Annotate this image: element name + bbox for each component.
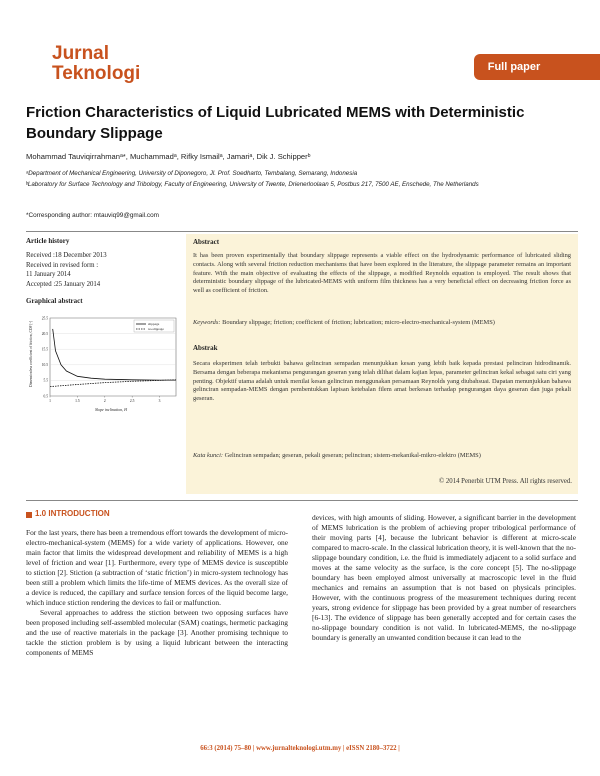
keywords <box>193 319 571 328</box>
journal-logo <box>52 44 140 84</box>
right-column <box>312 513 576 643</box>
legend-label: slippage <box>148 322 160 327</box>
keywords-label: Keywords: <box>193 319 221 326</box>
received-date: Received :18 December 2013 <box>26 252 107 259</box>
kata-kunci-text: Gelinciran sempadan; geseran, pekali geseran; pelinciran; sistem-mekanikal-mikro-elektro (MEMS) <box>223 452 481 459</box>
graphical-abstract-heading: Graphical abstract <box>26 297 83 305</box>
copyright: © 2014 Penerbit UTM Press. All rights reserved. <box>439 478 572 485</box>
revised-date: 11 January 2014 <box>26 271 71 278</box>
abstract-text: It has been proven experimentally that boundary slippage represents a viable effect on the hydrodynamic performance of lubricated sliding contacts. Along with several friction reduction mechanisms that have been explored in the literature, the slippage parameter remains an important feature. With the main objective of evaluating the effects of the slippage, a modified Reynolds equation is employed. The result shows that deterministic boundary slippage of the lubricated-MEMS with uniform film thickness has a very beneficial effect on decreasing friction force as well as coefficient of friction. <box>193 252 571 295</box>
abstract-rule <box>26 500 578 501</box>
kata-kunci-label: Kata kunci: <box>193 452 223 459</box>
page-footer: 66:3 (2014) 75–80 | www.jurnalteknologi.utm.my | eISSN 2180–3722 | <box>200 745 400 752</box>
x-tick-label: 3 <box>158 399 161 403</box>
article-history <box>26 251 176 289</box>
legend-label: no-slippage <box>148 327 164 332</box>
journal-name-line2: Teknologi <box>52 63 141 84</box>
y-tick-label: 5.5 <box>43 378 48 383</box>
kata-kunci <box>193 452 571 461</box>
section-marker <box>26 512 32 518</box>
graphical-abstract-chart <box>26 310 182 414</box>
abstract-heading: Abstract <box>193 238 220 246</box>
y-tick-label: 0.5 <box>43 394 48 399</box>
revised-label: Received in revised form : <box>26 261 99 269</box>
y-tick-label: 20.5 <box>41 331 48 336</box>
intro-paragraph-1: For the last years, there has been a tremendous effort towards the development of micro-electro-mechanical-system (MEMS) for a wide variety of applications. However, one main factor that limits the widespread development and reliability of MEMS is a high level of friction and wear [1]. Furthermore, every type of MEMS device is susceptible to stiction [2]. Stiction (a subtraction of ‘static friction’) in micro-system technology has been still a problem which limits the life-time of MEMS devices. As the overall size of a device is reduced, the capillary and surface tension forces of the liquid become large, which induce stiction rendering the devices to fail or malfunction. <box>26 528 288 607</box>
full-paper-badge: Full paper <box>474 54 554 80</box>
intro-paragraph-3: devices, with high amounts of sliding. However, a significant barrier in the development of MEMS lubrication is the problem of achieving proper tribological performance of their moving parts [4], because the lubricant behavior is different at micro-scale compared to macro-scale. In the classical lubrication theory, it is well-known that the no-slippage boundary condition, i.e. the fluid is immediately adjacent to a solid surface and moves at the same velocity as the surface, is the core concept [5]. The no-slippage boundary has been employed almost universally at macroscopic level in the fluid mechanics and remains an assumption that is not based on physicals principles. However, with the continuous progress of the measurement techniques during recent years, strong evidence for slippage has been provided by a great number of researchers [6-13]. The evidence of slippage has been generally accepted and for certain cases the no-slippage boundary condition is not valid. In lubricated-MEMS, the no-slippage boundary is generally an unwanted condition because it can lead to the <box>312 513 576 642</box>
x-tick-label: 2.5 <box>129 399 135 403</box>
abstrak-text: Secara eksperimen telah terbukti bahawa gelinciran sempadan menunjukkan kesan yang lebih baik kepada prestasi pelinciran hidrodinamik. Bersama dengan beberapa mekanisma pengurangan geseran yang telah dilihat dalam kajian lepas, parameter gelinciran kekal sebagai satu ciri yang penting. Objektif utama adalah untuk menilai kesan gelinciran menggunakan persamaan Reynolds yang diubahsuai. Dapatan menunjukkan bahawa gelinciran sempadan-MEMS dengan pembentukkan lapisan ketebalan filem amat berkesan terhadap pengurangan daya geseran dan juga pekali geseran. <box>193 360 571 403</box>
author-list: Mohammad Tauviqirrahmanᵃ*, Muchammadᵃ, Rifky Ismailᵃ, Jamariᵃ, Dik J. Schipperᵇ <box>26 152 311 161</box>
y-tick-label: 25.5 <box>41 316 48 321</box>
y-tick-label: 15.5 <box>41 347 48 352</box>
header-rule <box>26 231 578 232</box>
corresponding-author: *Corresponding author: mtauviq99@gmail.com <box>26 212 159 219</box>
intro-paragraph-2: Several approaches to address the stiction between two opposing surfaces have been proposed including self-assembled molecular (SAM) coatings, hermetic packaging and the use of reactive materials in the package [3]. Another promising technique to tackle the stiction problem is by using a liquid lubricant between the interacting components of MEMS <box>26 608 288 657</box>
paper-title: Friction Characteristics of Liquid Lubricated MEMS with Deterministic Boundary Slippage <box>26 104 525 142</box>
y-tick-label: 10.5 <box>41 363 48 368</box>
accepted-date: Accepted :25 January 2014 <box>26 280 101 288</box>
journal-name-line1: Jurnal <box>52 43 110 64</box>
left-column <box>26 528 288 658</box>
x-tick-label: 2 <box>103 399 106 403</box>
x-tick-label: 1 <box>49 399 51 403</box>
abstrak-heading: Abstrak <box>193 344 218 352</box>
section-heading: 1.0 INTRODUCTION <box>35 509 110 518</box>
keywords-text: Boundary slippage; friction; coefficient of friction; lubrication; micro-electro-mechanical-system (MEMS) <box>220 319 495 326</box>
x-tick-label: 1.5 <box>75 399 80 403</box>
x-axis-label: Slope inclination, H <box>94 407 128 412</box>
affiliation-a: ᵃDepartment of Mechanical Engineering, University of Diponegoro, Jl. Prof. Soedharto, Tembalang, Semarang, Indonesia <box>26 170 358 177</box>
y-axis-label: Dimensionless coefficient of friction, COF [-] <box>29 320 33 388</box>
article-history-heading: Article history <box>26 237 70 245</box>
affiliation-b: ᵇLaboratory for Surface Technology and Tribology, Faculty of Engineering, University of Twente, Drienerloolaan 5, Postbus 217, 7500 AE, Enschede, The Netherlands <box>26 181 479 188</box>
badge-tail <box>554 54 600 80</box>
